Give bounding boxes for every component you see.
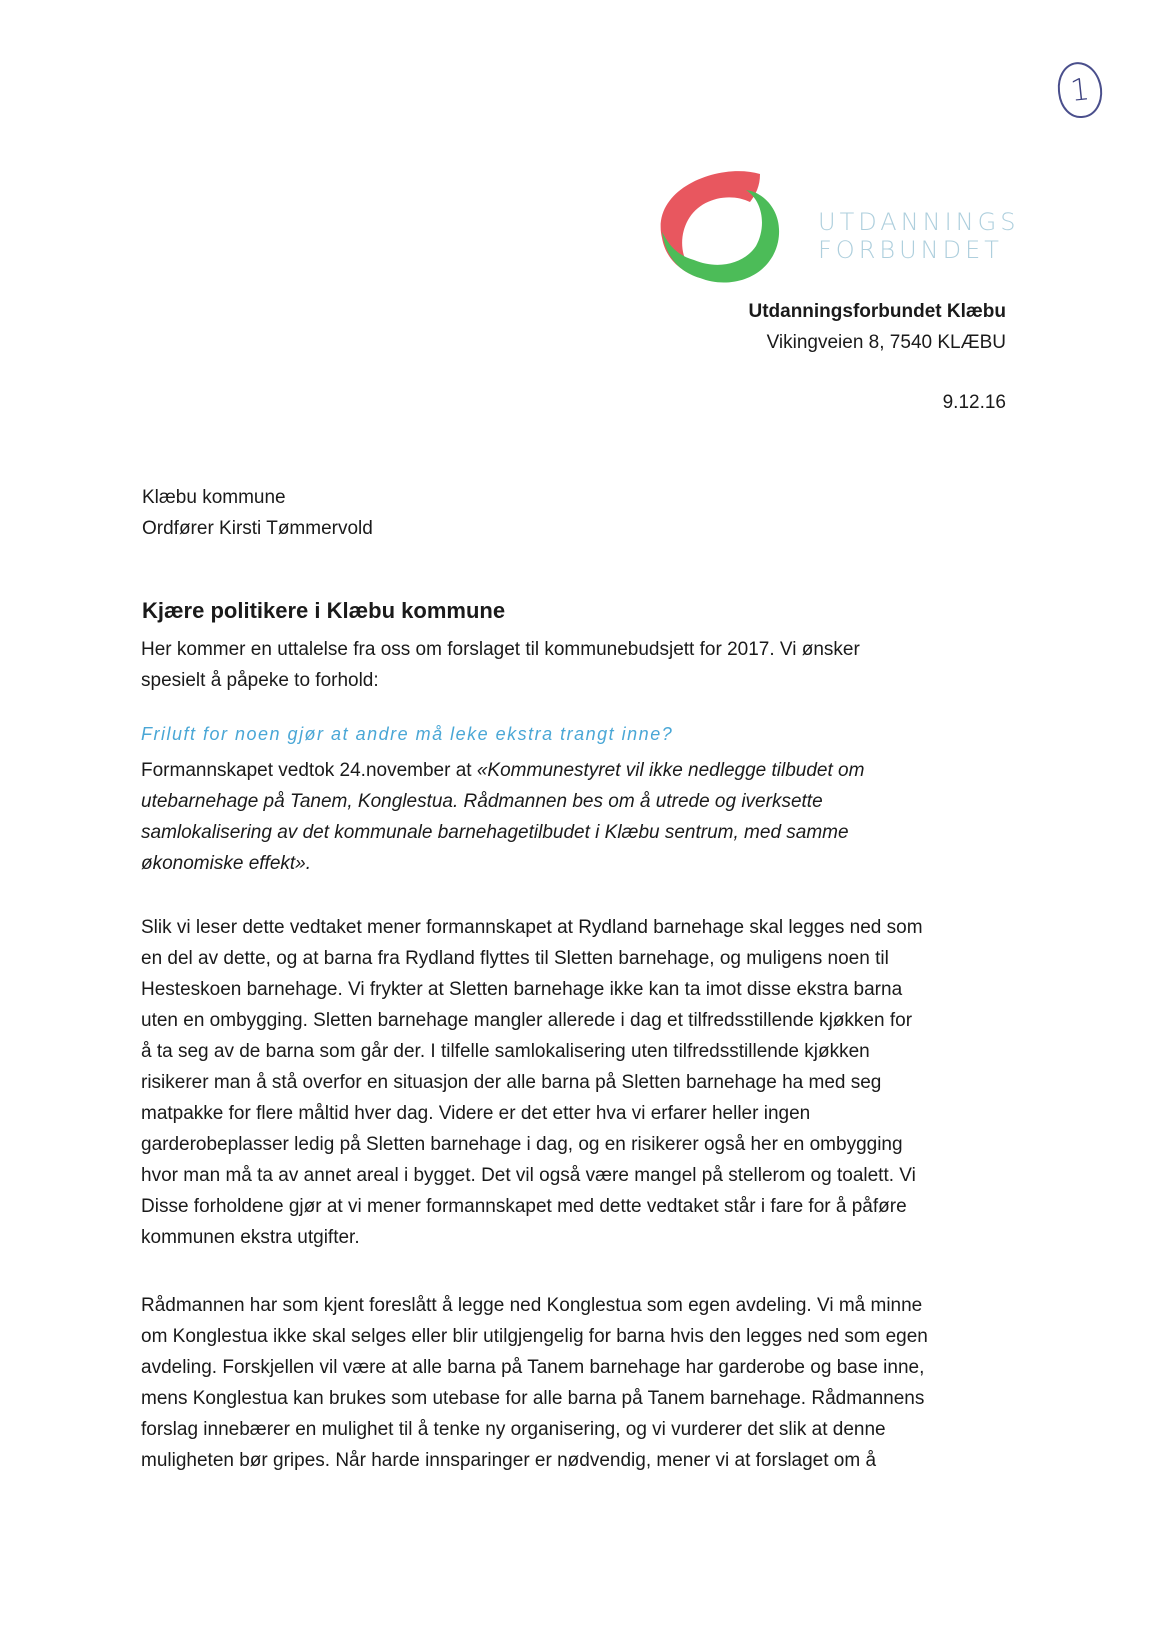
paragraph-line: muligheten bør gripes. Når harde innsparinger er nødvendig, mener vi at forslaget om å <box>141 1450 877 1471</box>
letter-date: 9.12.16 <box>942 392 1006 413</box>
paragraph-line: Hesteskoen barnehage. Vi frykter at Sletten barnehage ikke kan ta imot disse ekstra barna <box>141 979 903 1000</box>
quote-line: samlokalisering av det kommunale barnehagetilbudet i Klæbu sentrum, med samme <box>141 822 849 843</box>
paragraph-line: avdeling. Forskjellen vil være at alle barna på Tanem barnehage har garderobe og base inne, <box>141 1357 925 1378</box>
paragraph-line: garderobeplasser ledig på Sletten barnehage i dag, og en risikerer også her en ombygging <box>141 1134 903 1155</box>
sender-block <box>748 296 1006 358</box>
page-number-text: 1 <box>1068 71 1092 109</box>
intro-line: spesielt å påpeke to forhold: <box>141 670 379 691</box>
sender-organization: Utdanningsforbundet Klæbu <box>748 301 1006 322</box>
paragraph-rydland <box>141 912 1021 1253</box>
recipient-line2: Ordfører Kirsti Tømmervold <box>142 518 373 539</box>
paragraph-line: forslag innebærer en mulighet til å tenke ny organisering, og vi vurderer det slik at denne <box>141 1419 886 1440</box>
paragraph-line: kommunen ekstra utgifter. <box>141 1227 360 1248</box>
quote-line: økonomiske effekt». <box>141 853 312 874</box>
intro-paragraph <box>141 634 1021 696</box>
paragraph-line: Rådmannen har som kjent foreslått å legge ned Konglestua som egen avdeling. Vi må minne <box>141 1295 923 1316</box>
recipient-block <box>142 482 373 544</box>
quote-line: utebarnehage på Tanem, Konglestua. Rådmannen bes om å utrede og iverksette <box>141 791 823 812</box>
paragraph-line: å ta seg av de barna som går der. I tilfelle samlokalisering uten tilfredsstillende kjøkken <box>141 1041 870 1062</box>
paragraph-line: en del av dette, og at barna fra Rydland flyttes til Sletten barnehage, og muligens noen til <box>141 948 889 969</box>
paragraph-konglestua <box>141 1290 1021 1476</box>
page-number-annotation <box>1055 60 1105 120</box>
letter-title: Kjære politikere i Klæbu kommune <box>142 598 506 623</box>
paragraph-line: risikerer man å stå overfor en situasjon der alle barna på Sletten barnehage ha med seg <box>141 1072 882 1093</box>
paragraph-line: hvor man må ta av annet areal i bygget. Det vil også være mangel på stellerom og toalett. Vi <box>141 1165 916 1186</box>
paragraph-line: uten en ombygging. Sletten barnehage mangler allerede i dag et tilfredsstillende kjøkken for <box>141 1010 913 1031</box>
logo-wordmark <box>818 208 1019 264</box>
paragraph-line: om Konglestua ikke skal selges eller blir utilgjengelig for barna hvis den legges ned som egen <box>141 1326 928 1347</box>
paragraph-line: matpakke for flere måltid hver dag. Videre er det etter hva vi erfarer heller ingen <box>141 1103 811 1124</box>
section-subheading: Friluft for noen gjør at andre må leke ekstra trangt inne? <box>141 724 674 744</box>
paragraph-line: Slik vi leser dette vedtaket mener formannskapet at Rydland barnehage skal legges ned som <box>141 917 923 938</box>
paragraph-vedtak <box>141 755 1021 879</box>
paragraph-line: Disse forholdene gjør at vi mener formannskapet med dette vedtaket står i fare for å påføre <box>141 1196 907 1217</box>
logo-text-line2: FORBUNDET <box>818 236 1003 264</box>
sender-address: Vikingveien 8, 7540 KLÆBU <box>766 332 1006 353</box>
intro-line: Her kommer en uttalelse fra oss om forslaget til kommunebudsjett for 2017. Vi ønsker <box>141 639 860 660</box>
recipient-line1: Klæbu kommune <box>142 487 286 508</box>
paragraph-line: mens Konglestua kan brukes som utebase for alle barna på Tanem barnehage. Rådmannens <box>141 1388 925 1409</box>
logo-text-line1: UTDANNINGS <box>818 208 1020 236</box>
quote-line: «Kommunestyret vil ikke nedlegge tilbudet om <box>476 760 865 781</box>
paragraph-lead: Formannskapet vedtok 24.november at <box>141 760 477 781</box>
